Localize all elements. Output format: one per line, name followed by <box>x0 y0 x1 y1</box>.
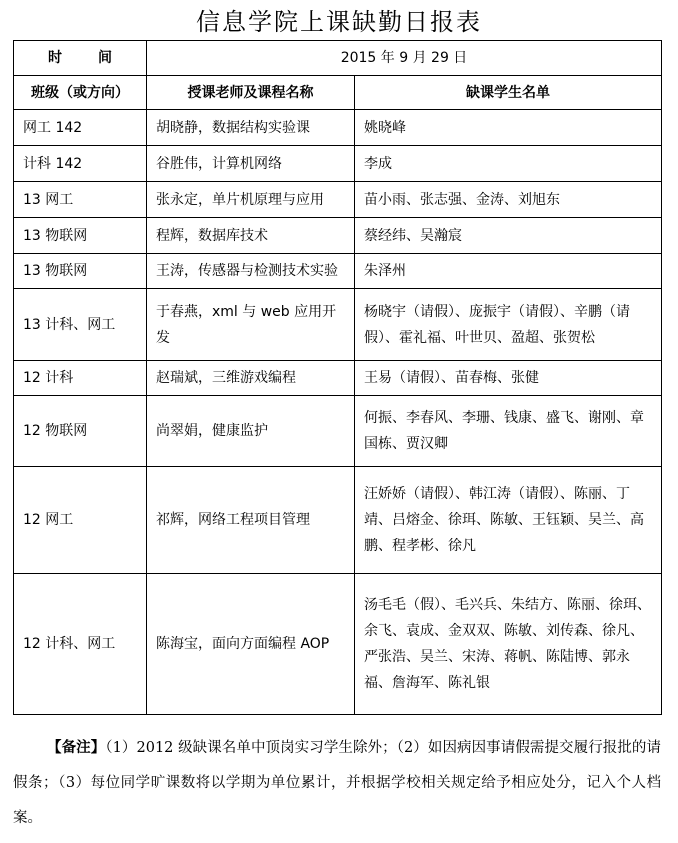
class-cell: 13 网工 <box>14 182 147 218</box>
teacher-course-cell: 赵瑞斌，三维游戏编程 <box>147 361 355 396</box>
table-row <box>14 396 662 467</box>
time-label <box>14 41 147 76</box>
class-cell: 12 网工 <box>14 467 147 574</box>
table-row <box>14 467 662 574</box>
header-row <box>14 76 662 110</box>
class-cell: 13 物联网 <box>14 218 147 254</box>
teacher-course-cell: 程辉，数据库技术 <box>147 218 355 254</box>
table-row <box>14 361 662 396</box>
time-label-right: 间 <box>98 50 112 66</box>
time-label-left: 时 <box>48 50 62 66</box>
table-row <box>14 110 662 146</box>
table-row <box>14 146 662 182</box>
absent-students-cell: 何振、李春风、李珊、钱康、盛飞、谢刚、章国栋、贾汉卿 <box>355 396 662 467</box>
attendance-table <box>13 40 662 715</box>
report-title: 信息学院上课缺勤日报表 <box>196 8 482 36</box>
teacher-course-cell: 胡晓静，数据结构实验课 <box>147 110 355 146</box>
teacher-course-cell: 于春燕，xml 与 web 应用开发 <box>147 289 355 361</box>
table-row <box>14 218 662 254</box>
class-cell: 网工 142 <box>14 110 147 146</box>
class-cell: 12 计科 <box>14 361 147 396</box>
class-cell: 13 计科、网工 <box>14 289 147 361</box>
table-row <box>14 254 662 289</box>
header-class: 班级（或方向） <box>14 76 147 110</box>
table-row <box>14 289 662 361</box>
absent-students-cell: 蔡经纬、吴瀚宸 <box>355 218 662 254</box>
header-teacher-course: 授课老师及课程名称 <box>147 76 355 110</box>
table-row <box>14 574 662 715</box>
teacher-course-cell: 王涛，传感器与检测技术实验 <box>147 254 355 289</box>
absent-students-cell: 汪娇娇（请假）、韩江涛（请假）、陈丽、丁靖、吕熔金、徐珥、陈敏、王钰颖、吴兰、高鹏、程孝彬、徐凡 <box>355 467 662 574</box>
absent-students-cell: 王易（请假）、苗春梅、张健 <box>355 361 662 396</box>
class-cell: 12 物联网 <box>14 396 147 467</box>
remarks-tag: 【备注】 <box>47 739 106 756</box>
absent-students-cell: 汤毛毛（假）、毛兴兵、朱结方、陈丽、徐珥、余飞、袁成、金双双、陈敏、刘传森、徐凡、严张浩、吴兰、宋涛、蒋帆、陈陆博、郭永福、詹海军、陈礼银 <box>355 574 662 715</box>
absent-students-cell: 李成 <box>355 146 662 182</box>
header-absent-students: 缺课学生名单 <box>355 76 662 110</box>
teacher-course-cell: 张永定，单片机原理与应用 <box>147 182 355 218</box>
table-row <box>14 182 662 218</box>
absent-students-cell: 苗小雨、张志强、金涛、刘旭东 <box>355 182 662 218</box>
class-cell: 12 计科、网工 <box>14 574 147 715</box>
absent-students-cell: 杨晓宇（请假）、庞振宇（请假）、辛鹏（请假）、霍礼福、叶世贝、盈超、张贺松 <box>355 289 662 361</box>
remarks <box>13 730 661 836</box>
absent-students-cell: 姚晓峰 <box>355 110 662 146</box>
class-cell: 计科 142 <box>14 146 147 182</box>
remarks-text: （1）2012 级缺课名单中顶岗实习学生除外；（2）如因病因事请假需提交履行报批的请假条；（3）每位同学旷课数将以学期为单位累计，并根据学校相关规定给予相应处分，记入个人档案。 <box>13 740 661 826</box>
report-date: 2015 年 9 月 29 日 <box>147 41 662 76</box>
class-cell: 13 物联网 <box>14 254 147 289</box>
time-row <box>14 41 662 76</box>
teacher-course-cell: 尚翠娟，健康监护 <box>147 396 355 467</box>
teacher-course-cell: 祁辉，网络工程项目管理 <box>147 467 355 574</box>
teacher-course-cell: 谷胜伟，计算机网络 <box>147 146 355 182</box>
teacher-course-cell: 陈海宝，面向方面编程 AOP <box>147 574 355 715</box>
absent-students-cell: 朱泽州 <box>355 254 662 289</box>
